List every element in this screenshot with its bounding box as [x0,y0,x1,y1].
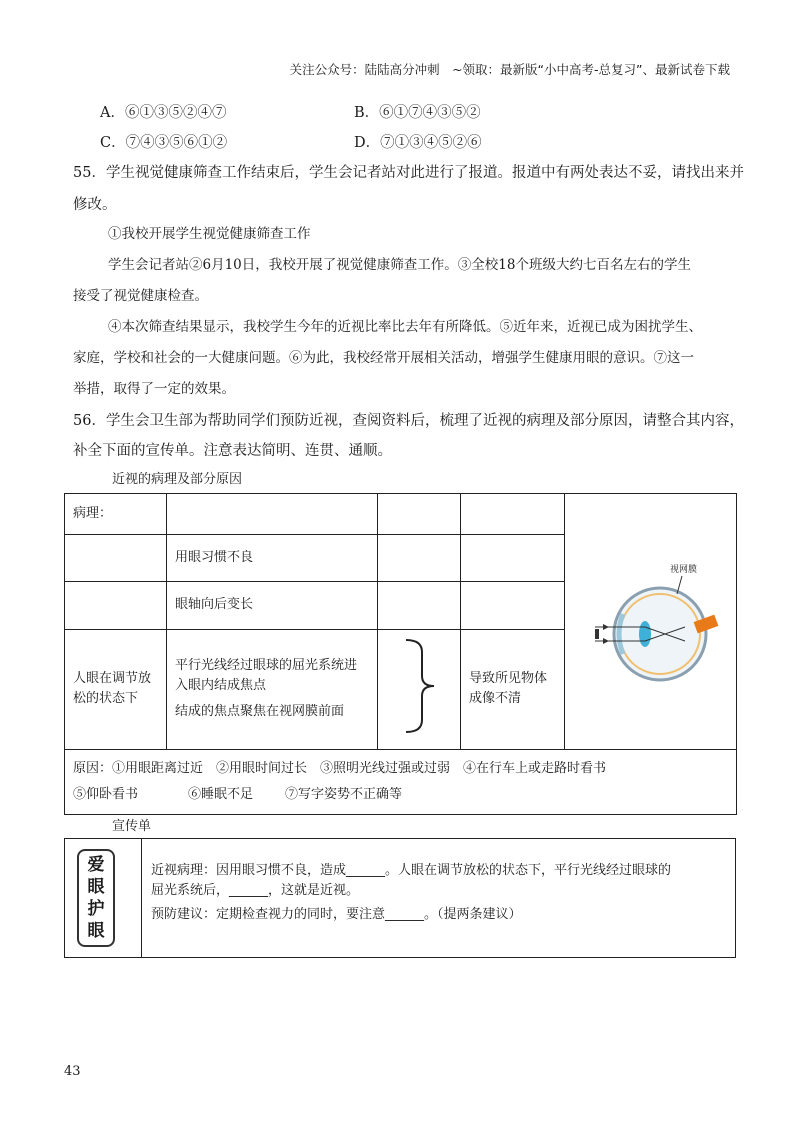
q55-stem-line1: 55．学生视觉健康筛查工作结束后，学生会记者站对此进行了报道。报道中有两处表达不妥，请找出来并 [73,165,744,181]
pathology-table [64,493,737,815]
option-d: D．⑦①③④⑤②⑥ [354,135,482,151]
table-cell [378,582,461,629]
light-path-cell [167,629,378,750]
badge-char: 眼 [87,877,105,897]
q56-stem-line2: 补全下面的宣传单。注意表达简明、连贯、通顺。 [73,443,392,459]
result-cell: 导致所见物体成像不清 [461,629,565,750]
badge-char: 护 [87,899,105,919]
brace-cell [378,629,461,750]
cause-7: ⑦写字姿势不正确等 [285,787,403,802]
causes-cell [65,750,737,815]
lens-icon [639,621,651,647]
page-header: 关注公众号：陆陆高分冲刺 ~领取：最新版“小中高考-总复习”、最新试卷下载 [289,62,730,77]
table-cell [65,582,167,629]
q55-report-p2-line2: 家庭，学校和社会的一大健康问题。⑥为此，我校经常开展相关活动，增强学生健康用眼的意识。⑦这一 [73,350,694,366]
object-icon [595,629,599,639]
cause-6: ⑥睡眠不足 [188,787,254,802]
table-cell [378,535,461,582]
table-cell [461,535,565,582]
flyer-box [64,838,736,958]
table-caption: 近视的病理及部分原因 [112,472,243,487]
love-eyes-badge [77,849,115,947]
cause-5: ⑤仰卧看书 [73,787,139,802]
table-cell [167,494,378,535]
pathology-label: 病理： [65,494,167,535]
causes-line2 [73,782,728,808]
parallel-light-text: 平行光线经过眼球的屈光系统进入眼内结成焦点 [175,658,358,694]
flyer-line2: 屈光系统后，______，这就是近视。 [151,883,360,898]
option-b: B．⑥①⑦④③⑤② [354,105,481,121]
q55-report-p2-line3: 举措，取得了一定的效果。 [73,381,235,397]
causes-line1: 原因：①用眼距离过近 ②用眼时间过长 ③照明光线过强或过弱 ④在行车上或走路时看书 [73,761,607,776]
option-c: C．⑦④③⑤⑥①② [100,135,228,151]
habit-cell: 用眼习惯不良 [167,535,378,582]
page-number: 43 [64,1064,81,1079]
q56-stem-line1: 56．学生会卫生部为帮助同学们预防近视，查阅资料后，梳理了近视的病理及部分原因，请整合其内容， [73,413,744,429]
brace-icon [378,630,460,742]
flyer-divider [141,839,142,957]
table-cell [461,582,565,629]
flyer-line1: 近视病理：因用眼习惯不良，造成______。人眼在调节放松的状态下，平行光线经过眼球的 [151,863,672,878]
q55-stem-line2: 修改。 [73,197,117,213]
q55-report-p1-line2: 接受了视觉健康检查。 [73,288,208,304]
option-a: A．⑥①③⑤②④⑦ [100,105,227,121]
axis-cell: 眼轴向后变长 [167,582,378,629]
badge-char: 爱 [87,855,105,875]
focus-front-text: 结成的焦点聚焦在视网膜前面 [175,704,345,720]
eye-diagram [565,494,735,742]
relax-state-cell: 人眼在调节放松的状态下 [65,629,167,750]
flyer-line3: 预防建议：定期检查视力的同时，要注意______。（提两条建议） [151,907,522,922]
q55-report-p1-line1: 学生会记者站②6月10日，我校开展了视觉健康筛查工作。③全校18个班级大约七百名左右的学生 [108,257,691,273]
table-cell [65,535,167,582]
flyer-caption: 宣传单 [112,819,152,834]
table-cell [461,494,565,535]
retina-label: 视网膜 [670,565,698,575]
badge-char: 眼 [87,921,105,941]
eye-diagram-cell [565,494,737,750]
q55-report-title: ①我校开展学生视觉健康筛查工作 [108,226,311,242]
q55-report-p2-line1: ④本次筛查结果显示，我校学生今年的近视比率比去年有所降低。⑤近年来，近视已成为困扰学生、 [108,319,702,335]
table-cell [378,494,461,535]
flyer-content [151,861,721,925]
